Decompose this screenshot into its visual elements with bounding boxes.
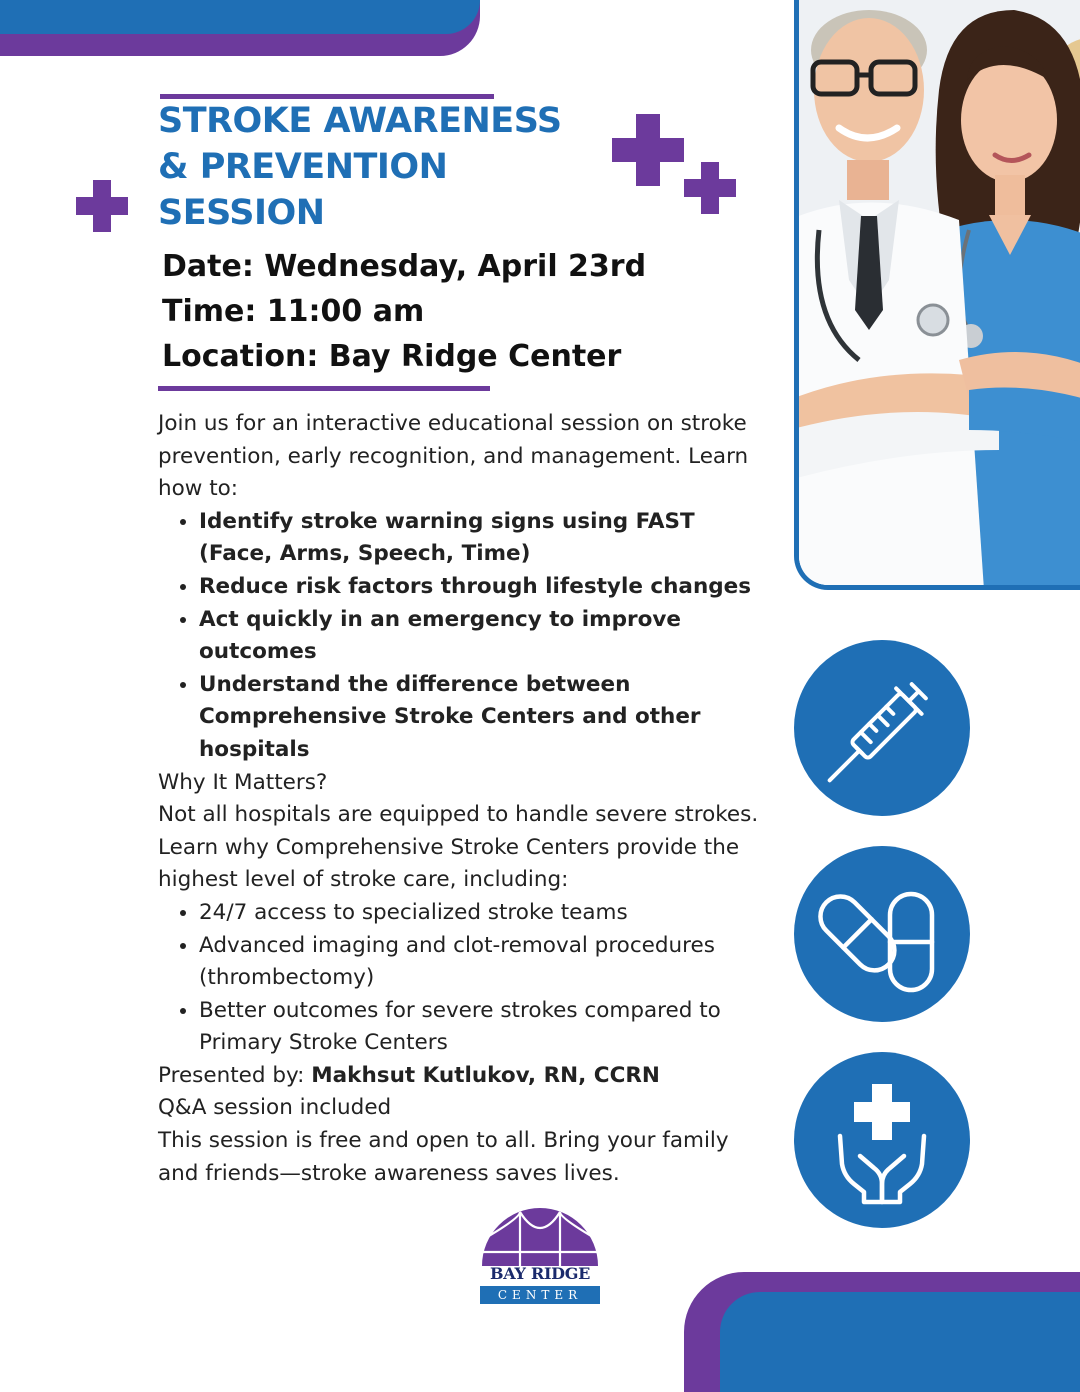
care-list: [158, 897, 768, 1060]
presenter-name: Makhsut Kutlukov, RN, CCRN: [311, 1062, 660, 1088]
title-line-3: SESSION: [158, 193, 325, 233]
learn-item: • Identify stroke warning signs using FAST (Face, Arms, Speech, Time): [199, 506, 768, 571]
why-text: Not all hospitals are equipped to handle severe strokes. Learn why Comprehensive Stroke Centers provide the highest level of stroke care, including:: [158, 802, 759, 893]
learn-item: • Understand the difference between Comprehensive Stroke Centers and other hospitals: [199, 669, 768, 767]
hands-cross-icon: [794, 1052, 970, 1228]
closing-text: This session is free and open to all. Bring your family and friends—stroke awareness saves lives.: [158, 1128, 729, 1186]
intro-text: Join us for an interactive educational session on stroke prevention, early recognition, and management. Learn how to:: [158, 411, 749, 502]
top-blue-bar: [0, 0, 480, 34]
care-item: • Better outcomes for severe strokes compared to Primary Stroke Centers: [199, 995, 768, 1060]
presenter-label: Presented by:: [158, 1062, 312, 1088]
why-heading: Why It Matters?: [158, 769, 328, 795]
plus-icon-left: [76, 180, 128, 232]
presenter-line: [158, 1060, 768, 1093]
session-description: [158, 408, 768, 1190]
learn-list: [158, 506, 768, 767]
care-item: • Advanced imaging and clot-removal procedures (thrombectomy): [199, 930, 768, 995]
syringe-icon: [794, 640, 970, 816]
learn-item: • Reduce risk factors through lifestyle changes: [199, 571, 768, 604]
event-details: [162, 244, 682, 379]
logo-name: BAY RIDGE: [490, 1264, 590, 1283]
title-line-1: STROKE AWARENESS: [158, 101, 562, 141]
plus-icon-small: [684, 162, 736, 214]
plus-icon-large: [612, 114, 684, 186]
qa-note: Q&A session included: [158, 1095, 392, 1121]
details-bottom-rule: [158, 386, 490, 391]
bay-ridge-center-logo: [480, 1200, 600, 1306]
title-line-2: & PREVENTION: [158, 147, 448, 187]
event-location: Location: Bay Ridge Center: [162, 339, 622, 374]
logo-subtitle: CENTER: [480, 1286, 600, 1304]
event-time: Time: 11:00 am: [162, 294, 425, 329]
pills-icon: [794, 846, 970, 1022]
event-date: Date: Wednesday, April 23rd: [162, 249, 647, 284]
medical-staff-photo: [794, 0, 1080, 590]
bottom-blue-bar: [720, 1292, 1080, 1392]
care-item: • 24/7 access to specialized stroke teams: [199, 897, 768, 930]
page-title: [158, 98, 598, 236]
learn-item: • Act quickly in an emergency to improve outcomes: [199, 604, 768, 669]
